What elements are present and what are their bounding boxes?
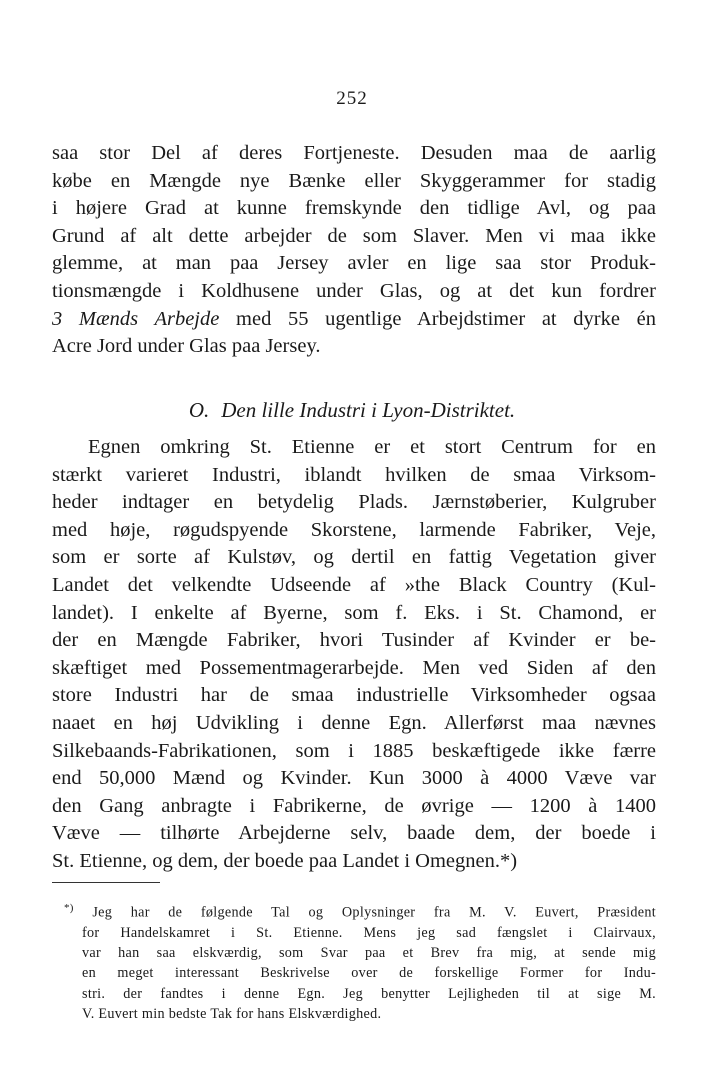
text-line: naaet en høj Udvikling i denne Egn. Allerførst maa nævnes	[52, 711, 656, 734]
text-line: der en Mængde Fabriker, hvori Tusinder af Kvinder er be-	[52, 629, 656, 652]
text-line: end 50,000 Mænd og Kvinder. Kun 3000 à 4000 Væve var	[52, 767, 656, 790]
text-line: i højere Grad at kunne fremskynde den tidlige Avl, og paa	[52, 197, 656, 220]
text-line: stærkt varieret Industri, iblandt hvilken de smaa Virksom-	[52, 463, 656, 486]
text-line: store Industri har de smaa industrielle Virksomheder ogsaa	[52, 684, 656, 707]
italic-phrase: 3 Mænds Arbejde	[52, 307, 220, 330]
text-line: med høje, røgudspyende Skorstene, larmende Fabriker, Veje,	[52, 518, 656, 541]
text-line: som er sorte af Kulstøv, og dertil en fattig Vegetation giver	[52, 546, 656, 569]
footnote-divider	[52, 882, 160, 883]
text-line: skæftiget med Possementmagerarbejde. Men ved Siden af den	[52, 656, 656, 679]
text-line: heder indtager en betydelig Plads. Jærnstøberier, Kulgruber	[52, 491, 656, 514]
text-line: landet). I enkelte af Byerne, som f. Eks. i St. Chamond, er	[52, 601, 656, 624]
text-line: Silkebaands-Fabrikationen, som i 1885 beskæftigede ikke færre	[52, 739, 656, 762]
text-line: købe en Mængde nye Bænke eller Skyggerammer for stadig	[52, 169, 656, 192]
section-heading	[0, 398, 704, 423]
text-line: Landet det velkendte Udseende af »the Black Country (Kul-	[52, 573, 656, 596]
footnote-line-text: Jeg har de følgende Tal og Oplysninger fra M. V. Euvert, Præsident	[92, 904, 656, 921]
text-line: Væve — tilhørte Arbejderne selv, baade dem, der boede i	[52, 822, 656, 845]
text-line: Acre Jord under Glas paa Jersey.	[52, 335, 321, 358]
section-letter: O.	[188, 398, 210, 422]
text-line	[52, 306, 656, 334]
section-title: Den lille Industri i Lyon-Distriktet.	[221, 398, 516, 422]
text-line: tionsmængde i Koldhusene under Glas, og at det kun fordrer	[52, 279, 656, 302]
footnote-line: var han saa elskværdig, som Svar paa et Brev fra mig, at sende mig	[82, 945, 656, 962]
text-line: glemme, at man paa Jersey avler en lige saa stor Produk-	[52, 252, 656, 275]
footnote-line	[64, 898, 656, 923]
footnote	[64, 898, 656, 1024]
page-number: 252	[336, 88, 368, 109]
paragraph-1	[52, 140, 656, 361]
text-line-rest: med 55 ugentlige Arbejdstimer at dyrke én	[219, 307, 656, 330]
footnote-line: for Handelskamret i St. Etienne. Mens jeg sad fængslet i Clairvaux,	[82, 924, 656, 941]
text-line: den Gang anbragte i Fabrikerne, de øvrige — 1200 à 1400	[52, 794, 656, 817]
footnote-line: stri. der fandtes i denne Egn. Jeg benytter Lejligheden til at sige M.	[82, 985, 656, 1002]
text-line: saa stor Del af deres Fortjeneste. Desuden maa de aarlig	[52, 142, 656, 164]
footnote-marker: *)	[64, 902, 74, 914]
paragraph-2	[52, 434, 656, 876]
footnote-line: en meget interessant Beskrivelse over de forskellige Former for Indu-	[82, 965, 656, 982]
footnote-line: V. Euvert min bedste Tak for hans Elskværdighed.	[82, 1005, 382, 1022]
text-line: St. Etienne, og dem, der boede paa Landet i Omegnen.*)	[52, 849, 518, 872]
text-line: Grund af alt dette arbejder de som Slaver. Men vi maa ikke	[52, 224, 656, 247]
text-line: Egnen omkring St. Etienne er et stort Centrum for en	[88, 436, 656, 458]
